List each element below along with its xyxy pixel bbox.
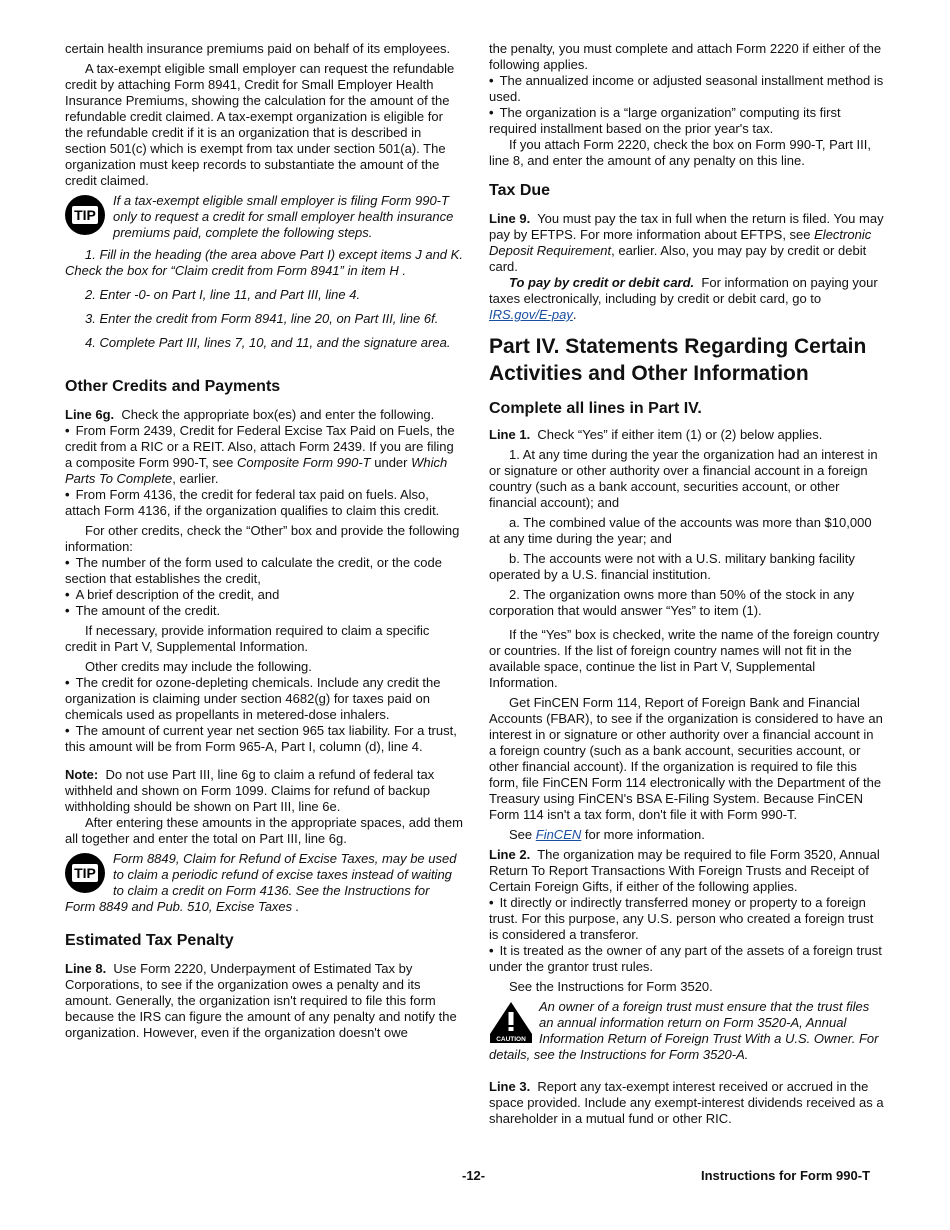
bullet-item: • The number of the form used to calculate the credit, or the code section that establishes the credit, — [65, 555, 463, 587]
section-heading: Tax Due — [489, 182, 551, 199]
step-item: 2. Enter -0- on Part I, line 11, and Part III, line 4. — [85, 287, 361, 302]
paragraph: If necessary, provide information required to claim a specific credit in Part V, Supplemental Information. — [65, 623, 430, 654]
tip-text: If a tax-exempt eligible small employer is filing Form 990-T only to request a credit for small employer health insurance premiums paid, complete the following steps. — [113, 193, 454, 240]
left-column — [65, 41, 463, 1045]
section-heading: Other Credits and Payments — [65, 378, 281, 395]
paragraph: Line 2. The organization may be required to file Form 3520, Annual Return To Report Transactions With Foreign Trusts and Receipt of Certain Foreign Gifts, if either of the following applies. — [489, 847, 880, 894]
tip-icon: TIP — [65, 195, 105, 235]
tip-icon: TIP — [65, 853, 105, 893]
bullet-item: • A brief description of the credit, and — [65, 587, 463, 603]
caution-icon — [489, 1001, 533, 1043]
tip-text: Form 8849, Claim for Refund of Excise Taxes, may be used to claim a periodic refund of excise taxes instead of waiting to claim a credit on Form 4136. See the Instructions for Form 8849 and Pub. 510, Excise Taxes . — [65, 851, 457, 914]
footer-title: Instructions for Form 990-T — [701, 1168, 871, 1183]
paragraph: Line 6g. Check the appropriate box(es) and enter the following. — [65, 407, 435, 422]
bullet-item: • The credit for ozone-depleting chemicals. Include any credit the organization is claiming under section 4682(g) for taxes paid on chemicals used as propellants in metered-dose inhalers. — [65, 675, 463, 723]
paragraph: After entering these amounts in the appropriate spaces, add them all together and enter the total on Part III, line 6g. — [65, 815, 463, 846]
paragraph: If you attach Form 2220, check the box on Form 990-T, Part III, line 8, and enter the amount of any penalty on this line. — [489, 137, 872, 168]
svg-text:CAUTION: CAUTION — [496, 1036, 526, 1043]
bullet-item: • The annualized income or adjusted seasonal installment method is used. — [489, 73, 884, 105]
step-item: 4. Complete Part III, lines 7, 10, and 11, and the signature area. — [85, 335, 451, 350]
bullet-item: • The amount of current year net section 965 tax liability. For a trust, this amount will be from Form 965-A, Part I, column (d), line 4. — [65, 723, 463, 755]
paragraph: the penalty, you must complete and attach Form 2220 if either of the following applies. — [489, 41, 882, 72]
bullet-item: • From Form 4136, the credit for federal tax paid on fuels. Also, attach Form 4136, if the organization qualifies to claim this credit. — [65, 487, 463, 519]
page-number: -12- — [462, 1168, 486, 1183]
fincen-link[interactable]: FinCEN — [535, 827, 582, 842]
paragraph: A tax-exempt eligible small employer can request the refundable credit by attaching Form 8941, Credit for Small Employer Health Insurance Premiums, showing the calculation for the amount of the refundable credit claimed. A tax-exempt organization is eligible for the refundable credit if it is an organization that is described in section 501(c) which is exempt from tax under section 501(a). The organization must keep records to substantiate the amount of the credit claimed. — [65, 61, 455, 188]
paragraph: Line 1. Check “Yes” if either item (1) or (2) below applies. — [489, 427, 823, 442]
paragraph: See FinCEN for more information. — [509, 827, 705, 842]
irs-epay-link[interactable]: IRS.gov/E-pay — [489, 307, 573, 322]
list-item: b. The accounts were not with a U.S. military banking facility operated by a U.S. financial institution. — [489, 551, 855, 582]
paragraph: For other credits, check the “Other” box and provide the following information: — [65, 523, 460, 554]
paragraph: If the “Yes” box is checked, write the name of the foreign country or countries. If the list of foreign country names will not fit in the available space, continue the list in Part V, Supplemental Information. — [489, 627, 880, 690]
note-paragraph: Note: Do not use Part III, line 6g to claim a refund of federal tax withheld and shown on Form 1099. Claims for refund of backup withholding should be shown on Part III, line 6e. — [65, 767, 435, 814]
paragraph: To pay by credit or debit card. For information on paying your taxes electronically, including by credit or debit card, go to IRS.gov/E-pay. — [489, 275, 878, 322]
bullet-item: • It is treated as the owner of any part of the assets of a foreign trust under the grantor trust rules. — [489, 943, 884, 975]
step-item: 1. Fill in the heading (the area above Part I) except items J and K. Check the box for “Claim credit from Form 8941” in item H . — [65, 247, 463, 278]
paragraph: Get FinCEN Form 114, Report of Foreign Bank and Financial Accounts (FBAR), to see if the organization is considered to have an interest in or signature or other authority over a financial account in a foreign country (such as a bank account, securities account, or other financial account). If the organization is required to file this form, file FinCEN Form 114 electronically with the Department of the Treasury using FinCEN's BSA E-Filing System. Because FinCEN Form 114 isn't a tax form, don't file it with Form 990-T. — [489, 695, 883, 822]
paragraph: Other credits may include the following. — [85, 659, 312, 674]
paragraph: Line 3. Report any tax-exempt interest received or accrued in the space provided. Include any exempt-interest dividends received as a shareholder in a mutual fund or other RIC. — [489, 1079, 884, 1126]
section-heading: Estimated Tax Penalty — [65, 932, 234, 949]
list-item: a. The combined value of the accounts was more than $10,000 at any time during the year; and — [489, 515, 872, 546]
paragraph: See the Instructions for Form 3520. — [509, 979, 713, 994]
section-heading: Complete all lines in Part IV. — [489, 400, 702, 417]
step-item: 3. Enter the credit from Form 8941, line 20, on Part III, line 6f. — [85, 311, 439, 326]
caution-box — [489, 999, 884, 1063]
paragraph: certain health insurance premiums paid on behalf of its employees. — [65, 41, 451, 56]
bullet-item: • It directly or indirectly transferred money or property to a foreign trust. For this purpose, any U.S. person who created a foreign trust is considered a transferor. — [489, 895, 884, 943]
list-item: 2. The organization owns more than 50% of the stock in any corporation that would answer “Yes” to item (1). — [489, 587, 855, 618]
right-column — [489, 41, 884, 1131]
tip-box — [65, 851, 463, 915]
bullet-item: • The amount of the credit. — [65, 603, 463, 619]
list-item: 1. At any time during the year the organization had an interest in or signature or other authority over a financial account in a foreign country (such as a bank account, securities account, or other financial account); and — [489, 447, 878, 510]
paragraph: Line 9. You must pay the tax in full when the return is filed. You may pay by EFTPS. For more information about EFTPS, see Electronic Deposit Requirement, earlier. Also, you may pay by credit or debit card. — [489, 211, 884, 274]
bullet-item: • The organization is a “large organization” computing its first required installment based on the prior year's tax. — [489, 105, 884, 137]
bullet-item: • From Form 2439, Credit for Federal Excise Tax Paid on Fuels, the credit from a RIC or a REIT. Also, attach Form 2439. If you are filing a composite Form 990-T, see Composite Form 990-T under Which Parts To Complete, earlier. — [65, 423, 463, 487]
paragraph: Line 8. Use Form 2220, Underpayment of Estimated Tax by Corporations, to see if the organization owes a penalty and its amount. Generally, the organization isn't required to file this form because the IRS can figure the amount of any penalty and notify the organization. However, even if the organization doesn't owe — [65, 961, 457, 1040]
tip-box — [65, 193, 463, 241]
part-heading: Part IV. Statements Regarding Certain Activities and Other Information — [489, 335, 867, 385]
caution-text: An owner of a foreign trust must ensure that the trust files an annual information return on Form 3520-A, Annual Information Return of Foreign Trust With a U.S. Owner. For details, see the Instructions for Form 3520-A. — [489, 999, 879, 1062]
